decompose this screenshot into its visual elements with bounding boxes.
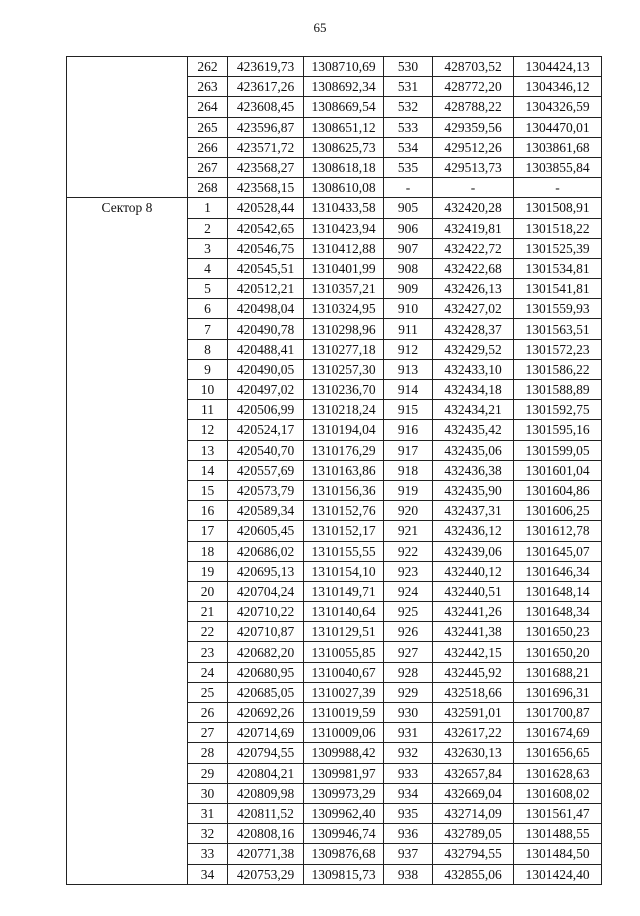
table-cell: 918 bbox=[384, 460, 433, 480]
table-cell: 1310155,55 bbox=[304, 541, 384, 561]
table-cell: 1310412,88 bbox=[304, 238, 384, 258]
table-cell: 420512,21 bbox=[228, 279, 304, 299]
table-cell: 420753,29 bbox=[228, 864, 304, 884]
table-cell: 420692,26 bbox=[228, 703, 304, 723]
table-cell: - bbox=[433, 178, 514, 198]
table-cell: 23 bbox=[188, 642, 228, 662]
table-cell: 936 bbox=[384, 824, 433, 844]
table-row bbox=[67, 198, 602, 218]
table-cell: 925 bbox=[384, 602, 433, 622]
table-cell: 423571,72 bbox=[228, 137, 304, 157]
table-cell: 1304424,13 bbox=[514, 57, 602, 77]
table-cell: 420686,02 bbox=[228, 541, 304, 561]
table-cell: 420680,95 bbox=[228, 662, 304, 682]
coordinates-table-body bbox=[67, 57, 602, 885]
table-cell: 420506,99 bbox=[228, 400, 304, 420]
table-cell: 1301650,23 bbox=[514, 622, 602, 642]
table-cell: 262 bbox=[188, 57, 228, 77]
table-cell: 12 bbox=[188, 420, 228, 440]
table-cell: 423568,27 bbox=[228, 157, 304, 177]
table-cell: 429512,26 bbox=[433, 137, 514, 157]
table-cell: 432422,68 bbox=[433, 258, 514, 278]
table-cell: 1301559,93 bbox=[514, 299, 602, 319]
table-cell: 420710,87 bbox=[228, 622, 304, 642]
table-cell: 1301572,23 bbox=[514, 339, 602, 359]
table-cell: 1310019,59 bbox=[304, 703, 384, 723]
table-cell: 1310152,17 bbox=[304, 521, 384, 541]
table-cell: 1301648,34 bbox=[514, 602, 602, 622]
table-cell: 1301648,14 bbox=[514, 581, 602, 601]
table-cell: 432435,90 bbox=[433, 480, 514, 500]
table-cell: 420710,22 bbox=[228, 602, 304, 622]
sector-cell bbox=[67, 57, 188, 198]
table-cell: 1308610,08 bbox=[304, 178, 384, 198]
table-cell: 1301484,50 bbox=[514, 844, 602, 864]
table-cell: 29 bbox=[188, 763, 228, 783]
table-cell: 432441,38 bbox=[433, 622, 514, 642]
table-cell: 420524,17 bbox=[228, 420, 304, 440]
table-cell: 1301612,78 bbox=[514, 521, 602, 541]
table-cell: 1301688,21 bbox=[514, 662, 602, 682]
table-cell: 905 bbox=[384, 198, 433, 218]
table-cell: 432591,01 bbox=[433, 703, 514, 723]
table-cell: 920 bbox=[384, 501, 433, 521]
table-cell: 432434,21 bbox=[433, 400, 514, 420]
table-cell: 420540,70 bbox=[228, 440, 304, 460]
table-cell: 420804,21 bbox=[228, 763, 304, 783]
table-cell: 432518,66 bbox=[433, 682, 514, 702]
table-cell: 267 bbox=[188, 157, 228, 177]
table-cell: 1310423,94 bbox=[304, 218, 384, 238]
table-cell: 420605,45 bbox=[228, 521, 304, 541]
table-cell: 1304346,12 bbox=[514, 77, 602, 97]
table-cell: 1301606,25 bbox=[514, 501, 602, 521]
table-cell: 420685,05 bbox=[228, 682, 304, 702]
table-cell: 1301599,05 bbox=[514, 440, 602, 460]
table-cell: 1310194,04 bbox=[304, 420, 384, 440]
table-cell: 432445,92 bbox=[433, 662, 514, 682]
table-cell: 908 bbox=[384, 258, 433, 278]
table-cell: 1301488,55 bbox=[514, 824, 602, 844]
table-cell: 423596,87 bbox=[228, 117, 304, 137]
table-cell: 19 bbox=[188, 561, 228, 581]
table-cell: 20 bbox=[188, 581, 228, 601]
table-cell: 1301645,07 bbox=[514, 541, 602, 561]
table-cell: 1308651,12 bbox=[304, 117, 384, 137]
table-cell: 532 bbox=[384, 97, 433, 117]
table-cell: 5 bbox=[188, 279, 228, 299]
table-cell: 1310236,70 bbox=[304, 380, 384, 400]
table-cell: 432439,06 bbox=[433, 541, 514, 561]
table-cell: 934 bbox=[384, 783, 433, 803]
table-cell: 923 bbox=[384, 561, 433, 581]
table-cell: 909 bbox=[384, 279, 433, 299]
table-cell: 1301586,22 bbox=[514, 359, 602, 379]
table-cell: 1310357,21 bbox=[304, 279, 384, 299]
table-cell: 33 bbox=[188, 844, 228, 864]
table-cell: 1310156,36 bbox=[304, 480, 384, 500]
table-cell: 1301601,04 bbox=[514, 460, 602, 480]
table-cell: 420490,78 bbox=[228, 319, 304, 339]
table-cell: 18 bbox=[188, 541, 228, 561]
table-cell: 931 bbox=[384, 723, 433, 743]
table-cell: 264 bbox=[188, 97, 228, 117]
table-cell: 1310433,58 bbox=[304, 198, 384, 218]
table-cell: 938 bbox=[384, 864, 433, 884]
table-cell: 1310009,06 bbox=[304, 723, 384, 743]
table-cell: 1301424,40 bbox=[514, 864, 602, 884]
table-cell: 916 bbox=[384, 420, 433, 440]
table-cell: 919 bbox=[384, 480, 433, 500]
table-cell: 432436,38 bbox=[433, 460, 514, 480]
table-cell: 915 bbox=[384, 400, 433, 420]
table-cell: 1310055,85 bbox=[304, 642, 384, 662]
table-cell: 921 bbox=[384, 521, 433, 541]
table-cell: 1301534,81 bbox=[514, 258, 602, 278]
table-cell: 423568,15 bbox=[228, 178, 304, 198]
table-cell: 1301656,65 bbox=[514, 743, 602, 763]
table-cell: 535 bbox=[384, 157, 433, 177]
table-cell: 1304326,59 bbox=[514, 97, 602, 117]
table-cell: 1310257,30 bbox=[304, 359, 384, 379]
table-cell: 1301650,20 bbox=[514, 642, 602, 662]
table-cell: 1310027,39 bbox=[304, 682, 384, 702]
table-cell: 263 bbox=[188, 77, 228, 97]
table-cell: 432794,55 bbox=[433, 844, 514, 864]
table-cell: 420771,38 bbox=[228, 844, 304, 864]
table-cell: 420557,69 bbox=[228, 460, 304, 480]
table-cell: 1310154,10 bbox=[304, 561, 384, 581]
table-cell: 1301561,47 bbox=[514, 803, 602, 823]
table-cell: 16 bbox=[188, 501, 228, 521]
table-cell: 1310218,24 bbox=[304, 400, 384, 420]
table-cell: 1303861,68 bbox=[514, 137, 602, 157]
table-cell: 420794,55 bbox=[228, 743, 304, 763]
table-cell: 1308710,69 bbox=[304, 57, 384, 77]
table-cell: 420811,52 bbox=[228, 803, 304, 823]
table-cell: 432630,13 bbox=[433, 743, 514, 763]
table-cell: 15 bbox=[188, 480, 228, 500]
table-cell: 17 bbox=[188, 521, 228, 541]
table-cell: 25 bbox=[188, 682, 228, 702]
table-cell: 531 bbox=[384, 77, 433, 97]
table-cell: 420589,34 bbox=[228, 501, 304, 521]
table-cell: 1303855,84 bbox=[514, 157, 602, 177]
table-cell: 1309876,68 bbox=[304, 844, 384, 864]
table-cell: 31 bbox=[188, 803, 228, 823]
table-cell: 912 bbox=[384, 339, 433, 359]
table-cell: 30 bbox=[188, 783, 228, 803]
table-cell: 2 bbox=[188, 218, 228, 238]
table-cell: 914 bbox=[384, 380, 433, 400]
table-cell: 1301588,89 bbox=[514, 380, 602, 400]
table-cell: 428703,52 bbox=[433, 57, 514, 77]
table-cell: 1308618,18 bbox=[304, 157, 384, 177]
table-cell: 26 bbox=[188, 703, 228, 723]
table-cell: 1301628,63 bbox=[514, 763, 602, 783]
table-cell: 1301563,51 bbox=[514, 319, 602, 339]
table-cell: 1310040,67 bbox=[304, 662, 384, 682]
table-cell: 420808,16 bbox=[228, 824, 304, 844]
table-cell: 21 bbox=[188, 602, 228, 622]
table-cell: 1310298,96 bbox=[304, 319, 384, 339]
table-cell: 420497,02 bbox=[228, 380, 304, 400]
table-cell: 1301604,86 bbox=[514, 480, 602, 500]
table-cell: 1310149,71 bbox=[304, 581, 384, 601]
table-cell: 1310401,99 bbox=[304, 258, 384, 278]
table-cell: 8 bbox=[188, 339, 228, 359]
table-cell: 432426,13 bbox=[433, 279, 514, 299]
table-row bbox=[67, 57, 602, 77]
table-cell: 1301646,34 bbox=[514, 561, 602, 581]
table-cell: 13 bbox=[188, 440, 228, 460]
table-cell: 1310176,29 bbox=[304, 440, 384, 460]
table-cell: 1309815,73 bbox=[304, 864, 384, 884]
table-cell: 432436,12 bbox=[433, 521, 514, 541]
table-cell: 1310324,95 bbox=[304, 299, 384, 319]
table-cell: 266 bbox=[188, 137, 228, 157]
table-cell: 428772,20 bbox=[433, 77, 514, 97]
table-cell: 910 bbox=[384, 299, 433, 319]
table-cell: 11 bbox=[188, 400, 228, 420]
table-cell: 530 bbox=[384, 57, 433, 77]
table-cell: 432433,10 bbox=[433, 359, 514, 379]
table-cell: 10 bbox=[188, 380, 228, 400]
table-cell: 1310152,76 bbox=[304, 501, 384, 521]
table-cell: 34 bbox=[188, 864, 228, 884]
page-number: 65 bbox=[313, 20, 327, 35]
table-cell: - bbox=[514, 178, 602, 198]
table-cell: 432427,02 bbox=[433, 299, 514, 319]
table-cell: 906 bbox=[384, 218, 433, 238]
table-cell: 926 bbox=[384, 622, 433, 642]
table-cell: 6 bbox=[188, 299, 228, 319]
table-cell: 1301696,31 bbox=[514, 682, 602, 702]
table-cell: 1309981,97 bbox=[304, 763, 384, 783]
table-cell: 14 bbox=[188, 460, 228, 480]
table-cell: 420573,79 bbox=[228, 480, 304, 500]
table-cell: 907 bbox=[384, 238, 433, 258]
table-cell: 1310163,86 bbox=[304, 460, 384, 480]
table-cell: 423617,26 bbox=[228, 77, 304, 97]
table-cell: 420488,41 bbox=[228, 339, 304, 359]
table-cell: 937 bbox=[384, 844, 433, 864]
table-cell: 922 bbox=[384, 541, 433, 561]
table-cell: 917 bbox=[384, 440, 433, 460]
table-cell: 1310129,51 bbox=[304, 622, 384, 642]
table-cell: 432617,22 bbox=[433, 723, 514, 743]
table-cell: 932 bbox=[384, 743, 433, 763]
table-cell: 432429,52 bbox=[433, 339, 514, 359]
table-cell: 933 bbox=[384, 763, 433, 783]
table-cell: 1 bbox=[188, 198, 228, 218]
table-cell: 913 bbox=[384, 359, 433, 379]
table-cell: 1309988,42 bbox=[304, 743, 384, 763]
table-cell: 1308625,73 bbox=[304, 137, 384, 157]
table-cell: 429513,73 bbox=[433, 157, 514, 177]
table-cell: 432440,12 bbox=[433, 561, 514, 581]
table-cell: 1301508,91 bbox=[514, 198, 602, 218]
table-cell: 432434,18 bbox=[433, 380, 514, 400]
table-cell: 432714,09 bbox=[433, 803, 514, 823]
table-cell: 9 bbox=[188, 359, 228, 379]
table-cell: 432419,81 bbox=[433, 218, 514, 238]
table-cell: 420695,13 bbox=[228, 561, 304, 581]
table-cell: 3 bbox=[188, 238, 228, 258]
table-cell: 4 bbox=[188, 258, 228, 278]
table-cell: 27 bbox=[188, 723, 228, 743]
table-cell: 1301592,75 bbox=[514, 400, 602, 420]
table-cell: 1301700,87 bbox=[514, 703, 602, 723]
table-cell: 1301541,81 bbox=[514, 279, 602, 299]
table-cell: 432422,72 bbox=[433, 238, 514, 258]
table-cell: 924 bbox=[384, 581, 433, 601]
table-cell: 420682,20 bbox=[228, 642, 304, 662]
table-cell: 1309962,40 bbox=[304, 803, 384, 823]
table-cell: 423619,73 bbox=[228, 57, 304, 77]
table-cell: 432855,06 bbox=[433, 864, 514, 884]
table-cell: 420490,05 bbox=[228, 359, 304, 379]
table-cell: 432420,28 bbox=[433, 198, 514, 218]
table-cell: 268 bbox=[188, 178, 228, 198]
table-cell: 1310277,18 bbox=[304, 339, 384, 359]
table-cell: 1301518,22 bbox=[514, 218, 602, 238]
table-cell: 1301608,02 bbox=[514, 783, 602, 803]
table-cell: 32 bbox=[188, 824, 228, 844]
table-cell: 432789,05 bbox=[433, 824, 514, 844]
table-cell: 7 bbox=[188, 319, 228, 339]
table-cell: 1301595,16 bbox=[514, 420, 602, 440]
table-cell: 420498,04 bbox=[228, 299, 304, 319]
table-cell: 432442,15 bbox=[433, 642, 514, 662]
table-cell: 927 bbox=[384, 642, 433, 662]
table-cell: 1309973,29 bbox=[304, 783, 384, 803]
table-cell: 22 bbox=[188, 622, 228, 642]
table-cell: 420714,69 bbox=[228, 723, 304, 743]
table-cell: 429359,56 bbox=[433, 117, 514, 137]
table-cell: 928 bbox=[384, 662, 433, 682]
table-cell: 1308692,34 bbox=[304, 77, 384, 97]
table-cell: 28 bbox=[188, 743, 228, 763]
sector-cell: Сектор 8 bbox=[67, 198, 188, 884]
table-cell: 420546,75 bbox=[228, 238, 304, 258]
table-cell: 432428,37 bbox=[433, 319, 514, 339]
table-cell: 432440,51 bbox=[433, 581, 514, 601]
table-cell: 432435,42 bbox=[433, 420, 514, 440]
table-cell: 420545,51 bbox=[228, 258, 304, 278]
table-cell: 1308669,54 bbox=[304, 97, 384, 117]
table-cell: 420809,98 bbox=[228, 783, 304, 803]
table-cell: 423608,45 bbox=[228, 97, 304, 117]
table-cell: 432435,06 bbox=[433, 440, 514, 460]
table-cell: 432437,31 bbox=[433, 501, 514, 521]
coordinates-table bbox=[66, 56, 602, 885]
table-cell: 432669,04 bbox=[433, 783, 514, 803]
table-cell: 930 bbox=[384, 703, 433, 723]
table-cell: 420528,44 bbox=[228, 198, 304, 218]
table-cell: 1309946,74 bbox=[304, 824, 384, 844]
table-cell: 1310140,64 bbox=[304, 602, 384, 622]
table-cell: 265 bbox=[188, 117, 228, 137]
table-cell: 1301525,39 bbox=[514, 238, 602, 258]
table-cell: 935 bbox=[384, 803, 433, 823]
table-cell: 432657,84 bbox=[433, 763, 514, 783]
table-cell: 432441,26 bbox=[433, 602, 514, 622]
table-cell: 929 bbox=[384, 682, 433, 702]
table-cell: 428788,22 bbox=[433, 97, 514, 117]
table-cell: - bbox=[384, 178, 433, 198]
table-cell: 24 bbox=[188, 662, 228, 682]
table-cell: 420542,65 bbox=[228, 218, 304, 238]
table-cell: 534 bbox=[384, 137, 433, 157]
table-cell: 1304470,01 bbox=[514, 117, 602, 137]
table-cell: 420704,24 bbox=[228, 581, 304, 601]
table-cell: 533 bbox=[384, 117, 433, 137]
table-cell: 911 bbox=[384, 319, 433, 339]
table-cell: 1301674,69 bbox=[514, 723, 602, 743]
